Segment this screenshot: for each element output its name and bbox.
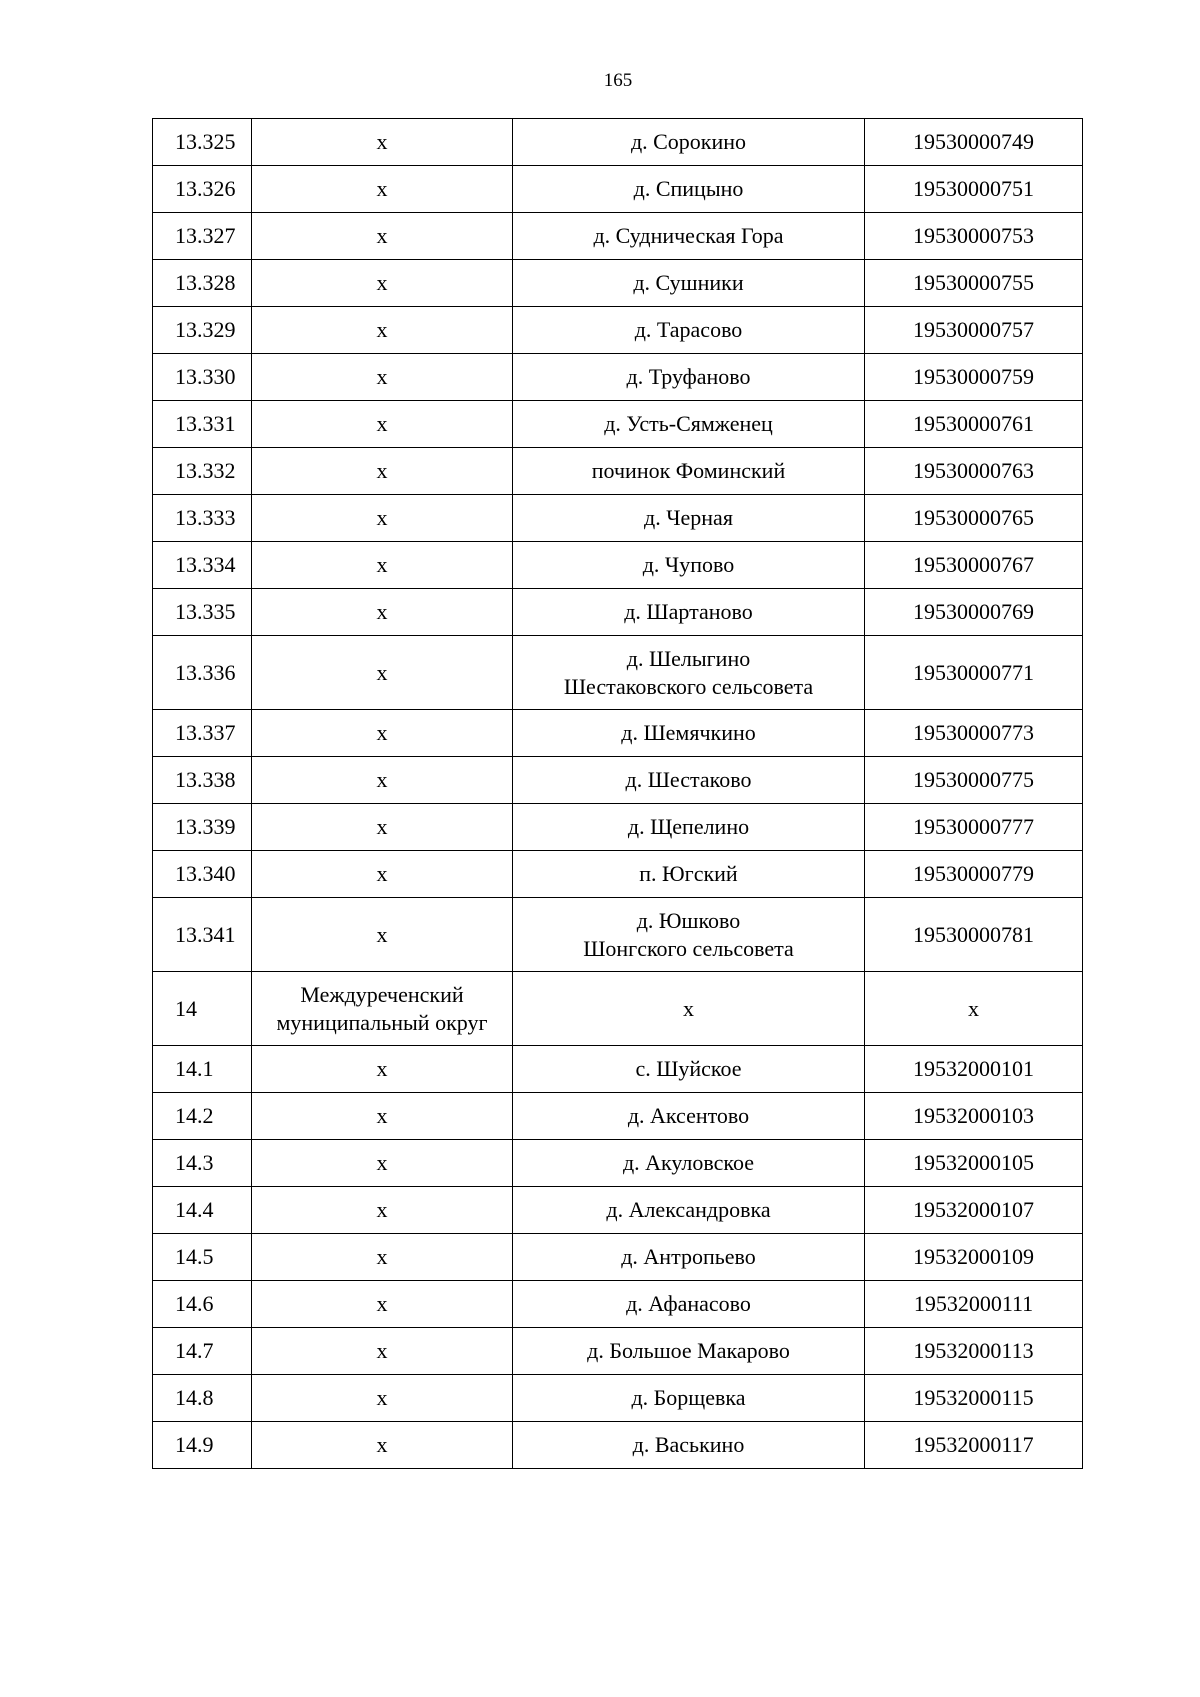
district-cell: х xyxy=(252,213,513,260)
oktmo-code-cell: 19530000775 xyxy=(865,757,1083,804)
district-cell: х xyxy=(252,1328,513,1375)
settlement-name-line: д. Тарасово xyxy=(634,317,743,342)
settlement-name-cell xyxy=(513,307,865,354)
oktmo-code-cell: х xyxy=(865,972,1083,1046)
oktmo-code-cell: 19530000781 xyxy=(865,898,1083,972)
row-number-cell: 14.3 xyxy=(153,1140,252,1187)
settlement-name-cell xyxy=(513,542,865,589)
oktmo-code-cell: 19530000761 xyxy=(865,401,1083,448)
oktmo-code-cell: 19530000759 xyxy=(865,354,1083,401)
settlement-name-line: д. Шартаново xyxy=(624,599,753,624)
settlement-name-line: д. Шестаково xyxy=(625,767,752,792)
table-row xyxy=(153,1140,1083,1187)
table-row xyxy=(153,851,1083,898)
district-cell: х xyxy=(252,1046,513,1093)
table-row xyxy=(153,589,1083,636)
oktmo-code-cell: 19532000113 xyxy=(865,1328,1083,1375)
row-number-cell: 13.336 xyxy=(153,636,252,710)
row-number-cell: 14.6 xyxy=(153,1281,252,1328)
settlement-name-cell xyxy=(513,851,865,898)
district-cell: х xyxy=(252,898,513,972)
row-number-cell: 13.328 xyxy=(153,260,252,307)
oktmo-code-cell: 19530000765 xyxy=(865,495,1083,542)
row-number-cell: 13.337 xyxy=(153,710,252,757)
row-number-cell: 13.340 xyxy=(153,851,252,898)
table-row xyxy=(153,1234,1083,1281)
district-cell: х xyxy=(252,1375,513,1422)
table-row xyxy=(153,166,1083,213)
settlement-name-line: д. Васькино xyxy=(632,1432,745,1457)
settlement-name-cell xyxy=(513,636,865,710)
oktmo-code-cell: 19532000111 xyxy=(865,1281,1083,1328)
table-row xyxy=(153,1375,1083,1422)
oktmo-code-cell: 19532000101 xyxy=(865,1046,1083,1093)
oktmo-code-cell: 19530000749 xyxy=(865,119,1083,166)
oktmo-code-cell: 19532000109 xyxy=(865,1234,1083,1281)
district-name-line: Междуреченский xyxy=(300,981,464,1007)
table-row xyxy=(153,542,1083,589)
table-row xyxy=(153,757,1083,804)
settlement-name-cell xyxy=(513,119,865,166)
settlement-name-line: д. Аксентово xyxy=(627,1103,750,1128)
settlement-name-cell xyxy=(513,1234,865,1281)
row-number-cell: 13.329 xyxy=(153,307,252,354)
district-cell: х xyxy=(252,710,513,757)
row-number-cell: 13.333 xyxy=(153,495,252,542)
settlement-name-cell xyxy=(513,898,865,972)
oktmo-code-cell: 19530000777 xyxy=(865,804,1083,851)
settlement-name-cell xyxy=(513,1328,865,1375)
district-cell: х xyxy=(252,166,513,213)
settlement-name-cell xyxy=(513,495,865,542)
district-cell: х xyxy=(252,1234,513,1281)
oktmo-code-cell: 19530000769 xyxy=(865,589,1083,636)
row-number-cell: 13.327 xyxy=(153,213,252,260)
settlement-name-line: д. Спицыно xyxy=(633,176,744,201)
settlement-name-line: с. Шуйское xyxy=(635,1056,742,1081)
settlement-name-line: д. Черная xyxy=(644,505,733,530)
oktmo-code-cell: 19530000757 xyxy=(865,307,1083,354)
table-row xyxy=(153,213,1083,260)
table-row xyxy=(153,495,1083,542)
table-body xyxy=(153,119,1083,1469)
oktmo-code-cell: 19530000771 xyxy=(865,636,1083,710)
table-row xyxy=(153,119,1083,166)
oktmo-code-cell: 19532000105 xyxy=(865,1140,1083,1187)
oktmo-code-cell: 19532000115 xyxy=(865,1375,1083,1422)
row-number-cell: 13.338 xyxy=(153,757,252,804)
row-number-cell: 14.4 xyxy=(153,1187,252,1234)
table-row xyxy=(153,1046,1083,1093)
district-cell: х xyxy=(252,495,513,542)
settlement-name-line: д. Чупово xyxy=(642,552,735,577)
settlement-name-cell xyxy=(513,260,865,307)
settlement-name-cell xyxy=(513,1375,865,1422)
oktmo-code-cell: 19532000107 xyxy=(865,1187,1083,1234)
table-row xyxy=(153,1093,1083,1140)
district-cell: х xyxy=(252,804,513,851)
oktmo-code-cell: 19532000117 xyxy=(865,1422,1083,1469)
table-row xyxy=(153,307,1083,354)
settlement-name-line: п. Югский xyxy=(639,861,738,886)
row-number-cell: 13.339 xyxy=(153,804,252,851)
row-number-cell: 13.326 xyxy=(153,166,252,213)
settlement-name-cell xyxy=(513,804,865,851)
table-row xyxy=(153,1281,1083,1328)
table-row xyxy=(153,448,1083,495)
oktmo-code-cell: 19530000755 xyxy=(865,260,1083,307)
row-number-cell: 13.332 xyxy=(153,448,252,495)
settlement-name-line: Шонгского сельсовета xyxy=(583,935,794,961)
row-number-cell: 14 xyxy=(153,972,252,1046)
district-cell: х xyxy=(252,1093,513,1140)
district-cell: х xyxy=(252,1140,513,1187)
oktmo-code-cell: 19530000753 xyxy=(865,213,1083,260)
settlement-name-line: починок Фоминский xyxy=(591,458,786,483)
oktmo-code-cell: 19530000763 xyxy=(865,448,1083,495)
district-cell: х xyxy=(252,636,513,710)
settlement-name-cell xyxy=(513,213,865,260)
settlement-name-line: д. Шелыгино xyxy=(626,645,751,671)
row-number-cell: 13.334 xyxy=(153,542,252,589)
district-cell: х xyxy=(252,851,513,898)
district-cell: х xyxy=(252,1281,513,1328)
table-row xyxy=(153,972,1083,1046)
settlement-name-line: д. Шемячкино xyxy=(621,720,756,745)
settlement-name-cell xyxy=(513,354,865,401)
district-cell: х xyxy=(252,307,513,354)
table-row xyxy=(153,1328,1083,1375)
district-cell: х xyxy=(252,354,513,401)
district-cell: х xyxy=(252,119,513,166)
table-row xyxy=(153,804,1083,851)
table-row xyxy=(153,260,1083,307)
table-row xyxy=(153,1187,1083,1234)
row-number-cell: 14.7 xyxy=(153,1328,252,1375)
settlement-name-cell xyxy=(513,166,865,213)
district-cell: х xyxy=(252,757,513,804)
row-number-cell: 14.2 xyxy=(153,1093,252,1140)
row-number-cell: 14.8 xyxy=(153,1375,252,1422)
oktmo-code-cell: 19530000767 xyxy=(865,542,1083,589)
settlement-name-cell xyxy=(513,589,865,636)
settlement-name-cell xyxy=(513,401,865,448)
row-number-cell: 13.341 xyxy=(153,898,252,972)
row-number-cell: 13.330 xyxy=(153,354,252,401)
row-number-cell: 13.325 xyxy=(153,119,252,166)
table-row xyxy=(153,898,1083,972)
settlement-name-cell xyxy=(513,757,865,804)
district-cell xyxy=(252,972,513,1046)
oktmo-code-cell: 19532000103 xyxy=(865,1093,1083,1140)
table-row xyxy=(153,1422,1083,1469)
table-row xyxy=(153,354,1083,401)
settlement-name-cell xyxy=(513,1093,865,1140)
settlement-name-cell xyxy=(513,1422,865,1469)
settlement-name-cell xyxy=(513,1281,865,1328)
settlement-name-cell xyxy=(513,1140,865,1187)
settlement-name-line: д. Щепелино xyxy=(627,814,750,839)
row-number-cell: 14.5 xyxy=(153,1234,252,1281)
settlement-name-cell xyxy=(513,1046,865,1093)
settlement-name-line: д. Афанасово xyxy=(626,1291,751,1316)
settlement-register-table xyxy=(152,118,1083,1469)
row-number-cell: 13.331 xyxy=(153,401,252,448)
settlement-name-line: д. Усть-Сямженец xyxy=(604,411,773,436)
row-number-cell: 14.1 xyxy=(153,1046,252,1093)
district-cell: х xyxy=(252,1422,513,1469)
district-cell: х xyxy=(252,401,513,448)
settlement-name-line: д. Антропьево xyxy=(621,1244,756,1269)
settlement-name-cell xyxy=(513,1187,865,1234)
district-cell: х xyxy=(252,448,513,495)
settlement-name-cell xyxy=(513,972,865,1046)
oktmo-code-cell: 19530000751 xyxy=(865,166,1083,213)
oktmo-code-cell: 19530000779 xyxy=(865,851,1083,898)
row-number-cell: 14.9 xyxy=(153,1422,252,1469)
district-cell: х xyxy=(252,260,513,307)
settlement-name-cell xyxy=(513,710,865,757)
district-cell: х xyxy=(252,542,513,589)
table-row xyxy=(153,710,1083,757)
settlement-name-line: д. Большое Макарово xyxy=(587,1338,790,1363)
settlement-name-line: д. Юшково xyxy=(636,907,741,933)
table-row xyxy=(153,401,1083,448)
settlement-name-line: д. Судническая Гора xyxy=(593,223,784,248)
settlement-name-line: д. Акуловское xyxy=(622,1150,755,1175)
district-cell: х xyxy=(252,1187,513,1234)
settlement-name-line: Шестаковского сельсовета xyxy=(563,673,814,699)
district-cell: х xyxy=(252,589,513,636)
page-number: 165 xyxy=(603,70,633,91)
settlement-name-cell xyxy=(513,448,865,495)
settlement-name-line: д. Борщевка xyxy=(631,1385,746,1410)
table-row xyxy=(153,636,1083,710)
settlement-name-line: д. Сушники xyxy=(633,270,744,295)
settlement-name-line: д. Сорокино xyxy=(630,129,747,154)
settlement-name-line: х xyxy=(683,995,694,1021)
oktmo-code-cell: 19530000773 xyxy=(865,710,1083,757)
district-name-line: муниципальный округ xyxy=(276,1009,488,1035)
settlement-name-line: д. Труфаново xyxy=(626,364,751,389)
settlement-name-line: д. Александровка xyxy=(606,1197,771,1222)
row-number-cell: 13.335 xyxy=(153,589,252,636)
